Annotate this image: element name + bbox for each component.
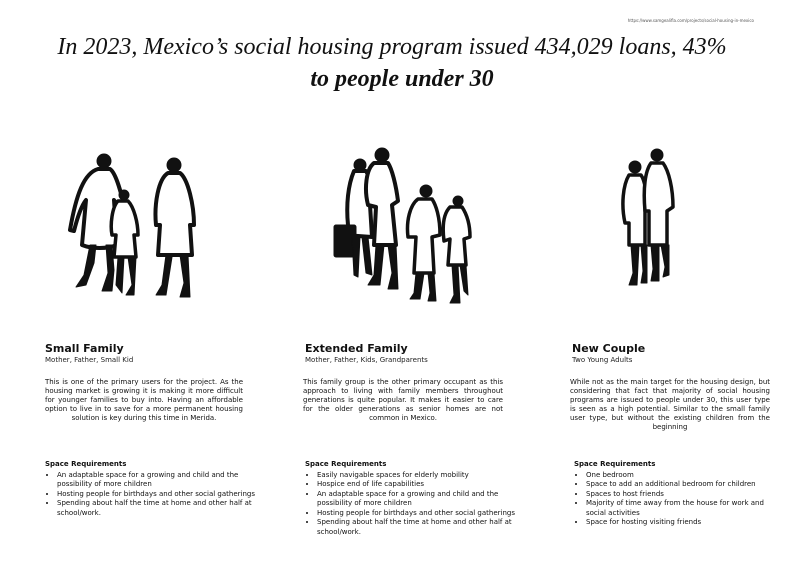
- requirements-title: Space Requirements: [305, 460, 387, 468]
- requirements-list: [45, 471, 255, 519]
- persona-name: Small Family: [45, 342, 124, 355]
- requirements-list: [574, 471, 774, 528]
- small-family-illustration: [62, 145, 212, 300]
- list-item: • One bedroom: [586, 471, 774, 481]
- list-item: • Spaces to host friends: [586, 490, 774, 500]
- list-item: • Spending about half the time at home and other half at school/work.: [57, 499, 255, 518]
- list-item: • Space to add an additional bedroom for children: [586, 480, 774, 490]
- child-figure: [111, 190, 138, 295]
- persona-description: This family group is the other primary occupant as this approach to living with family members throughout generations is quite popular. It makes it easier to care for the older generations as senior homes are not common in Mexico.: [303, 378, 503, 422]
- persona-extended-family-header: [305, 342, 505, 364]
- mother-figure: [156, 158, 195, 297]
- page-title-line2: to people under 30: [310, 66, 494, 92]
- persona-name: New Couple: [572, 342, 646, 355]
- list-item: • Spending about half the time at home and other half at school/work.: [317, 518, 515, 537]
- persona-name: Extended Family: [305, 342, 408, 355]
- list-item: • An adaptable space for a growing and child and the possibility of more children: [57, 471, 255, 490]
- list-item: • Majority of time away from the house for work and social activities: [586, 499, 774, 518]
- persona-subtitle: Mother, Father, Kids, Grandparents: [305, 356, 428, 364]
- persona-subtitle: Two Young Adults: [572, 356, 633, 364]
- persona-small-family-header: [45, 342, 245, 364]
- list-item: • Space for hosting visiting friends: [586, 518, 774, 528]
- list-item: • Easily navigable spaces for elderly mobility: [317, 471, 515, 481]
- persona-description: While not as the main target for the housing design, but considering that fact that majority of social housing programs are issued to people under 30, this user type is seen as a high potential. Similar to the small family user type, but without the existing children from the beginning: [570, 378, 770, 431]
- list-item: • Hosting people for birthdays and other social gatherings: [317, 509, 515, 519]
- persona-description: This is one of the primary users for the project. As the housing market is growing it is making it more difficult for younger families to buy into. Having an affordable option to live in to save for a more permanent housing solution is key during this time in Merida.: [45, 378, 243, 422]
- persona-new-couple-header: [572, 342, 772, 364]
- page-title-line1: In 2023, Mexico’s social housing program issued 434,029 loans, 43%: [57, 34, 727, 60]
- partner-two-figure: [644, 149, 673, 281]
- adult-figure: [407, 185, 440, 301]
- kid-figure: [443, 196, 470, 303]
- new-couple-illustration: [615, 145, 685, 295]
- list-item: • An adaptable space for a growing and child and the possibility of more children: [317, 490, 515, 509]
- source-url[interactable]: https://www.samgealifla.com/projects/social-housing-in-mexico: [627, 18, 754, 23]
- space-requirements: [45, 460, 255, 518]
- requirements-title: Space Requirements: [45, 460, 127, 468]
- persona-subtitle: Mother, Father, Small Kid: [45, 356, 134, 364]
- space-requirements: [305, 460, 515, 537]
- list-item: • Hospice end of life capabilities: [317, 480, 515, 490]
- list-item: • Hosting people for birthdays and other social gatherings: [57, 490, 255, 500]
- requirements-title: Space Requirements: [574, 460, 656, 468]
- space-requirements: [574, 460, 774, 528]
- requirements-list: [305, 471, 515, 538]
- extended-family-illustration: [330, 145, 485, 305]
